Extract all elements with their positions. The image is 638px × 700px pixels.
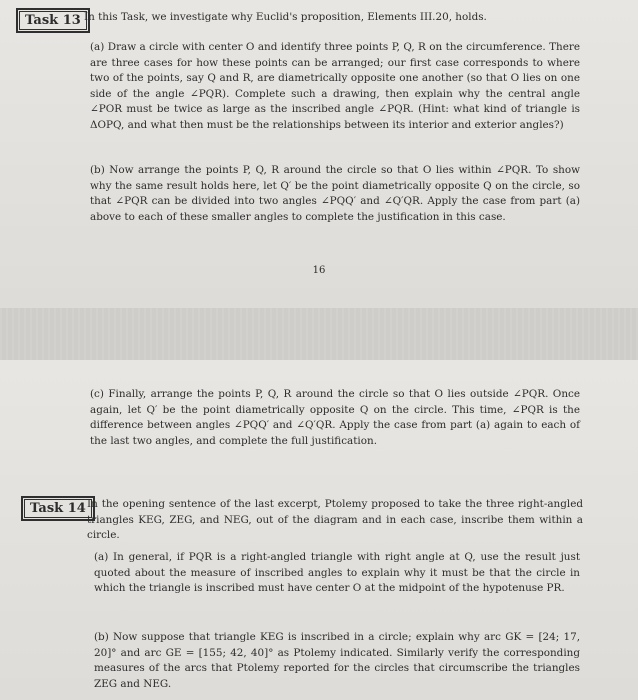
task-14-label-text: Task 14 <box>24 499 92 518</box>
task-13-part-b: (b) Now arrange the points P, Q, R around the circle so that O lies within ∠PQR. To show why the same result holds here, let Q′ be the point diametrically opposite Q on the circle, so that ∠PQR can be divided into two angles ∠PQQ′ and ∠Q′QR. Apply the case from part (a) above to each of these smaller angles to complete the justification in this case. <box>90 164 580 223</box>
task-13-part-a: (a) Draw a circle with center O and identify three points P, Q, R on the circumference. There are three cases for how these points can be arranged; our first case corresponds to where two of the points, say Q and R, are diametrically opposite one another (so that O lies on one side of the angle ∠PQR). Complete such a drawing, then explain why the central angle ∠POR must be twice as large as the inscribed angle ∠PQR. (Hint: what kind of triangle is ΔOPQ, and what then must be the relationships between its interior and exterior angles?) <box>90 41 580 131</box>
page-gap <box>0 308 638 360</box>
task-13-label <box>16 8 90 33</box>
task-13-label-text: Task 13 <box>19 11 87 30</box>
task-14-label <box>21 496 95 521</box>
task-13-intro: In this Task, we investigate why Euclid's proposition, Elements III.20, holds. <box>84 11 487 23</box>
task-14-part-a: (a) In general, if PQR is a right-angled triangle with right angle at Q, use the result just quoted about the measure of inscribed angles to explain why it must be that the circle in which the triangle is inscribed must have center O at the midpoint of the hypotenuse PR. <box>94 551 580 595</box>
page-number: 16 <box>312 265 326 276</box>
task-14-intro: In the opening sentence of the last excerpt, Ptolemy proposed to take the three right-angled triangles KEG, ZEG, and NEG, out of the diagram and in each case, inscribe them within a circle. <box>87 498 583 542</box>
task-14-part-b: (b) Now suppose that triangle KEG is inscribed in a circle; explain why arc GK = [24; 17, 20]° and arc GE = [155; 42, 40]° as Ptolemy indicated. Similarly verify the corresponding measures of the arcs that Ptolemy reported for the circles that circumscribe the triangles ZEG and NEG. <box>94 631 580 690</box>
task-13-part-c: (c) Finally, arrange the points P, Q, R around the circle so that O lies outside ∠PQR. Once again, let Q′ be the point diametrically opposite Q on the circle. This time, ∠PQR is the difference between angles ∠PQQ′ and ∠Q′QR. Apply the case from part (a) again to each of the last two angles, and complete the full justification. <box>90 388 580 447</box>
